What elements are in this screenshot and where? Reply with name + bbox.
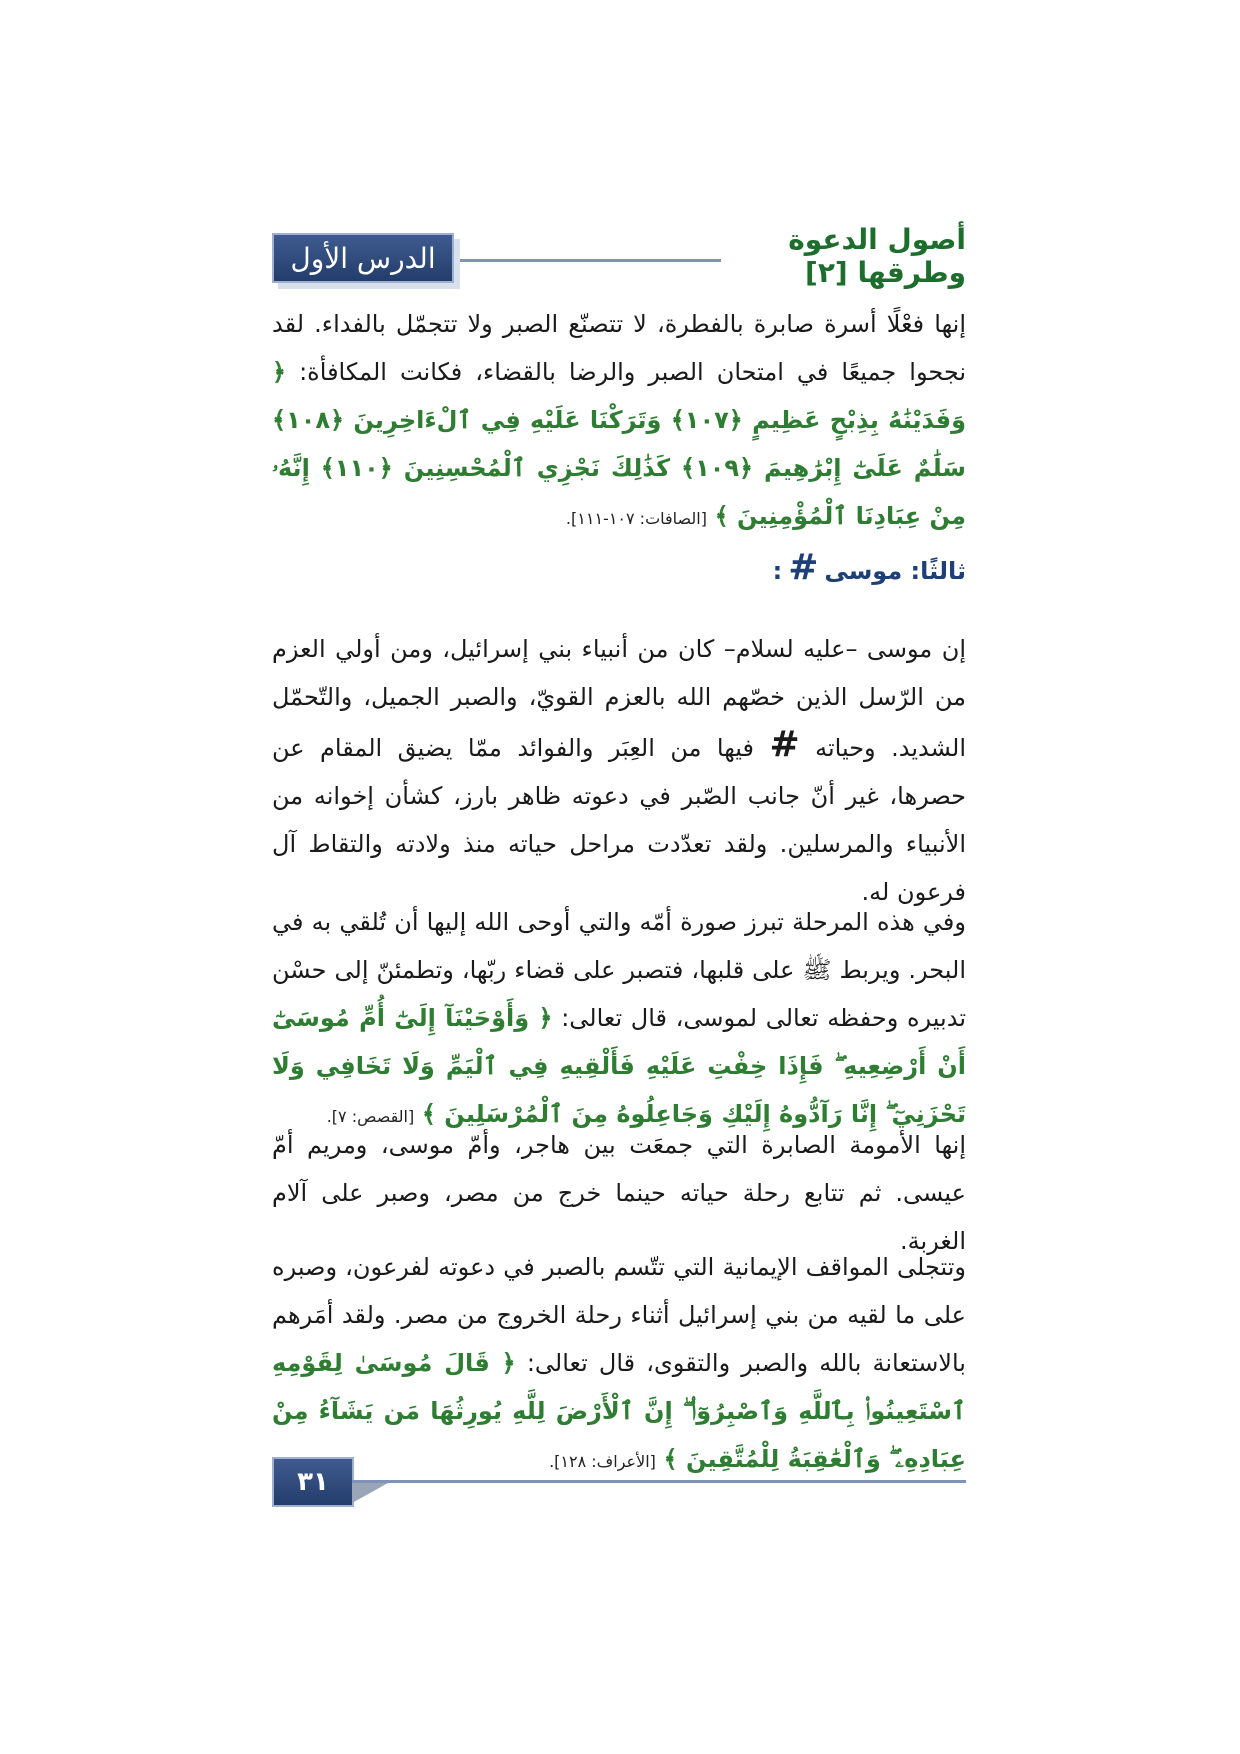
paragraph-2-text-b: فيها من العِبَر والفوائد ممّا يضيق المقام عن حصرها، غير أنّ جانب الصّبر في دعوته ظاهر بارز، كشأن إخوانه من الأنبياء والمرسلين. ولقد تعدّدت مراحل حياته منذ ولادته والتقاط آل فرعون له. — [272, 734, 966, 906]
verse-reference-3: [الأعراف: ١٢٨]. — [549, 1452, 656, 1471]
verse-reference-1: [الصافات: ١٠٧-١١١]. — [565, 509, 707, 528]
honorific-symbol-inline: # — [769, 724, 800, 765]
section-title — [773, 547, 966, 588]
verse-reference-2: [القصص: ٧]. — [326, 1107, 415, 1126]
footer-shadow — [352, 1483, 388, 1503]
paragraph-3 — [272, 898, 966, 1141]
page-number: ٣١ — [272, 1457, 354, 1507]
section-title-text: ثالثًا: موسى — [824, 557, 966, 585]
page-footer — [272, 1457, 966, 1517]
page-header — [272, 223, 966, 289]
paragraph-2-text-a: إن موسى –عليه لسلام– كان من أنبياء بني إسرائيل، ومن أولي العزم من الرّسل الذين خصّهم الله بالعزم القويّ، والصبر الجميل، والتّحمّل الشديد. وحياته — [272, 635, 966, 762]
section-colon: : — [772, 557, 783, 585]
lesson-badge: الدرس الأول — [272, 233, 454, 283]
quran-verse-2: ﴿ وَأَوْحَيْنَآ إِلَىٰٓ أُمِّ مُوسَىٰٓ أَنْ أَرْضِعِيهِ ۖ فَإِذَا خِفْتِ عَلَيْهِ فَأَلْقِيهِ فِي ٱلْيَمِّ وَلَا تَخَافِي وَلَا تَحْزَنِيٓ ۖ إِنَّا رَآدُّوهُ إِلَيْكِ وَجَاعِلُوهُ مِنَ ٱلْمُرْسَلِينَ ﴾ — [272, 1004, 966, 1128]
paragraph-3-text: وفي هذه المرحلة تبرز صورة أمّه والتي أوحى الله إليها أن تُلقي به في البحر. ويربط ﷺ على قلبها، فتصبر على قضاء ربّها، وتطمئنّ إلى حسْن تدبيره وحفظه تعالى لموسى، قال تعالى: — [272, 908, 966, 1032]
paragraph-5 — [272, 1243, 966, 1486]
paragraph-1 — [272, 300, 966, 543]
quran-verse-3: ﴿ قَالَ مُوسَىٰ لِقَوْمِهِ ٱسْتَعِينُوا۟ بِٱللَّهِ وَٱصْبِرُوٓا۟ ۖ إِنَّ ٱلْأَرْضَ لِلَّهِ يُورِثُهَا مَن يَشَآءُ مِنْ عِبَادِهِۦ ۖ وَٱلْعَٰقِبَةُ لِلْمُتَّقِينَ ﴾ — [272, 1349, 966, 1473]
paragraph-5-text: وتتجلى المواقف الإيمانية التي تتّسم بالصبر في دعوته لفرعون، وصبره على ما لقيه من بني إسرائيل أثناء رحلة الخروج من مصر. ولقد أمَرهم بالاستعانة بالله والصبر والتقوى، قال تعالى: — [272, 1253, 966, 1377]
header-rule — [440, 259, 721, 262]
footer-rule — [352, 1480, 966, 1483]
paragraph-1-text: إنها فعْلًا أسرة صابرة بالفطرة، لا تتصنّع الصبر ولا تتجمّل بالفداء. لقد نجحوا جميعًا في امتحان الصبر والرضا بالقضاء، فكانت المكافأة: — [272, 310, 967, 386]
paragraph-4-text: إنها الأمومة الصابرة التي جمعَت بين هاجر، وأمّ موسى، ومريم أمّ عيسى. ثم تتابع رحلة حياته حينما خرج من مصر، وصبر على آلام الغربة. — [272, 1131, 966, 1255]
honorific-symbol: # — [788, 547, 819, 588]
paragraph-2 — [272, 625, 966, 916]
book-title: أصول الدعوة وطرقها [٢] — [788, 223, 966, 289]
quran-verse-1: ﴿ وَفَدَيْنَٰهُ بِذِبْحٍ عَظِيمٍ ﴿١٠٧﴾ وَتَرَكْنَا عَلَيْهِ فِي ٱلْءَاخِرِينَ ﴿١٠٨﴾ سَلَٰمٌ عَلَىٰٓ إِبْرَٰهِيمَ ﴿١٠٩﴾ كَذَٰلِكَ نَجْزِي ٱلْمُحْسِنِينَ ﴿١١٠﴾ إِنَّهُۥ مِنْ عِبَادِنَا ٱلْمُؤْمِنِينَ ﴾ — [272, 358, 967, 530]
